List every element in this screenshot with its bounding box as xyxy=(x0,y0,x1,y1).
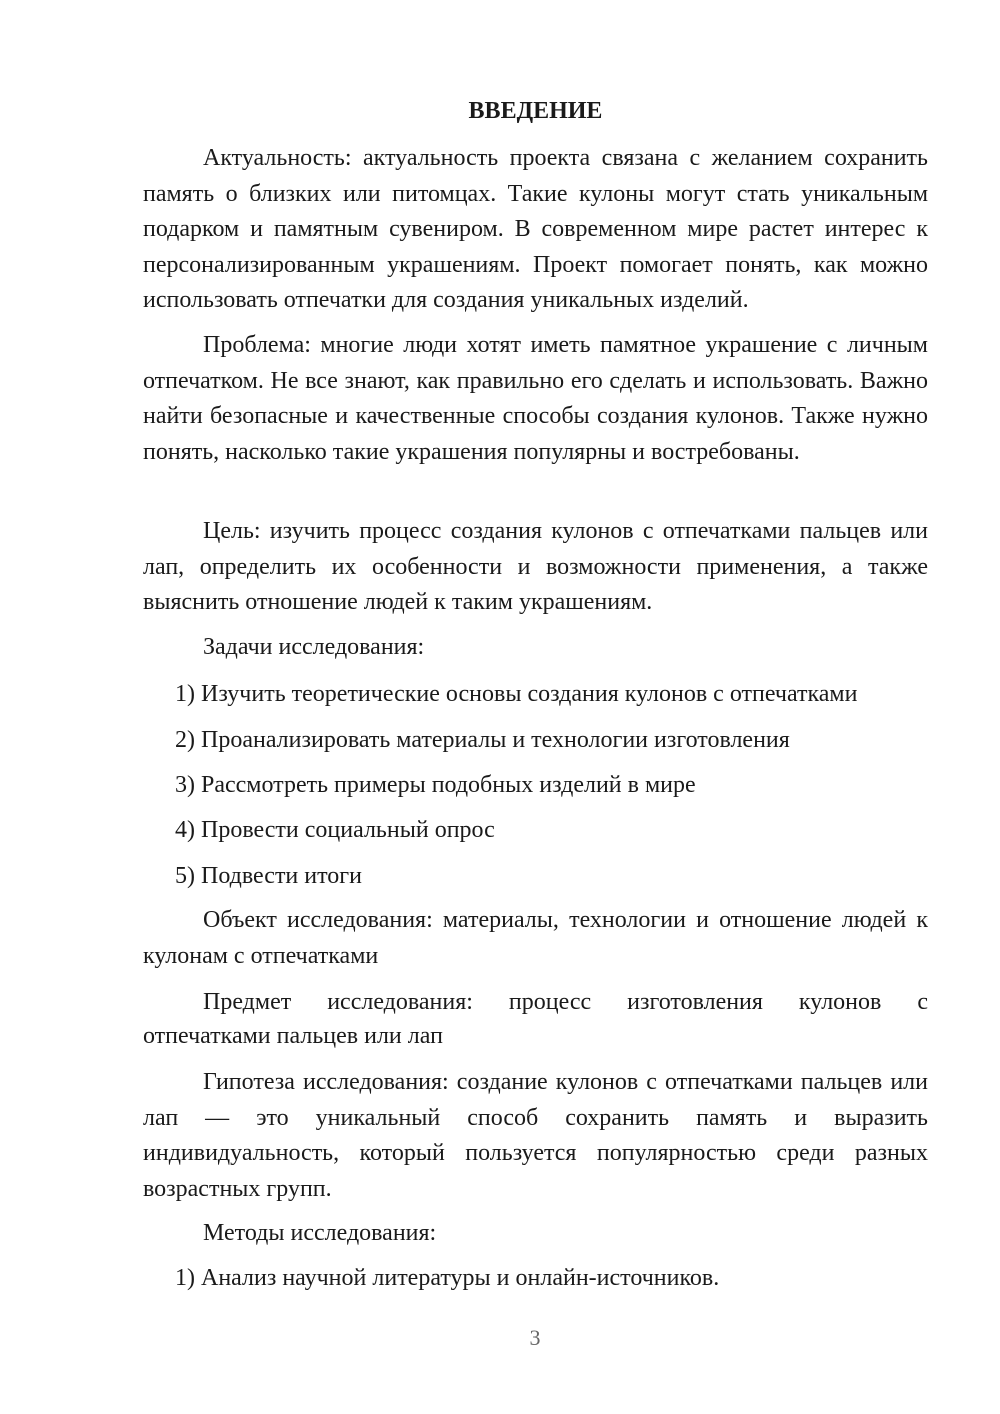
method-item: 1) Анализ научной литературы и онлайн-источников. xyxy=(175,1265,720,1291)
page-title: ВВЕДЕНИЕ xyxy=(468,98,603,124)
task-item: 4) Провести социальный опрос xyxy=(175,817,495,843)
task-item: 5) Подвести итоги xyxy=(175,863,362,889)
goal-paragraph: Цель: изучить процесс создания кулонов с отпечатками пальцев или лап, определить их особенности и возможности применения, а также выяснить отношение людей к таким украшениям. xyxy=(143,518,928,615)
task-item: 3) Рассмотреть примеры подобных изделий в мире xyxy=(175,772,696,798)
subject-line-2: отпечатками пальцев или лап xyxy=(143,1023,443,1049)
subject-line-1: Предмет исследования: процесс изготовления кулонов с xyxy=(203,989,928,1015)
methods-heading: Методы исследования: xyxy=(203,1220,437,1246)
hypothesis-paragraph: Гипотеза исследования: создание кулонов с отпечатками пальцев или лап — это уникальный способ сохранить память и выразить индивидуальность, который пользуется популярностью среди разных возрастных групп. xyxy=(143,1069,928,1202)
object-paragraph: Объект исследования: материалы, технологии и отношение людей к кулонам с отпечатками xyxy=(143,907,928,969)
page-number: 3 xyxy=(529,1325,541,1350)
tasks-heading: Задачи исследования: xyxy=(203,634,425,660)
task-item: 1) Изучить теоретические основы создания кулонов с отпечатками xyxy=(175,681,858,707)
problem-paragraph: Проблема: многие люди хотят иметь памятное украшение с личным отпечатком. Не все знают, как правильно его сделать и использовать. Важно найти безопасные и качественные способы создания кулонов. Также нужно понять, насколько такие украшения популярны и востребованы. xyxy=(143,332,928,465)
task-item: 2) Проанализировать материалы и технологии изготовления xyxy=(175,727,790,753)
relevance-paragraph: Актуальность: актуальность проекта связана с желанием сохранить память о близких или питомцах. Такие кулоны могут стать уникальным подарком и памятным сувениром. В современном мире растет интерес к персонализированным украшениям. Проект помогает понять, как можно использовать отпечатки для создания уникальных изделий. xyxy=(143,145,928,313)
